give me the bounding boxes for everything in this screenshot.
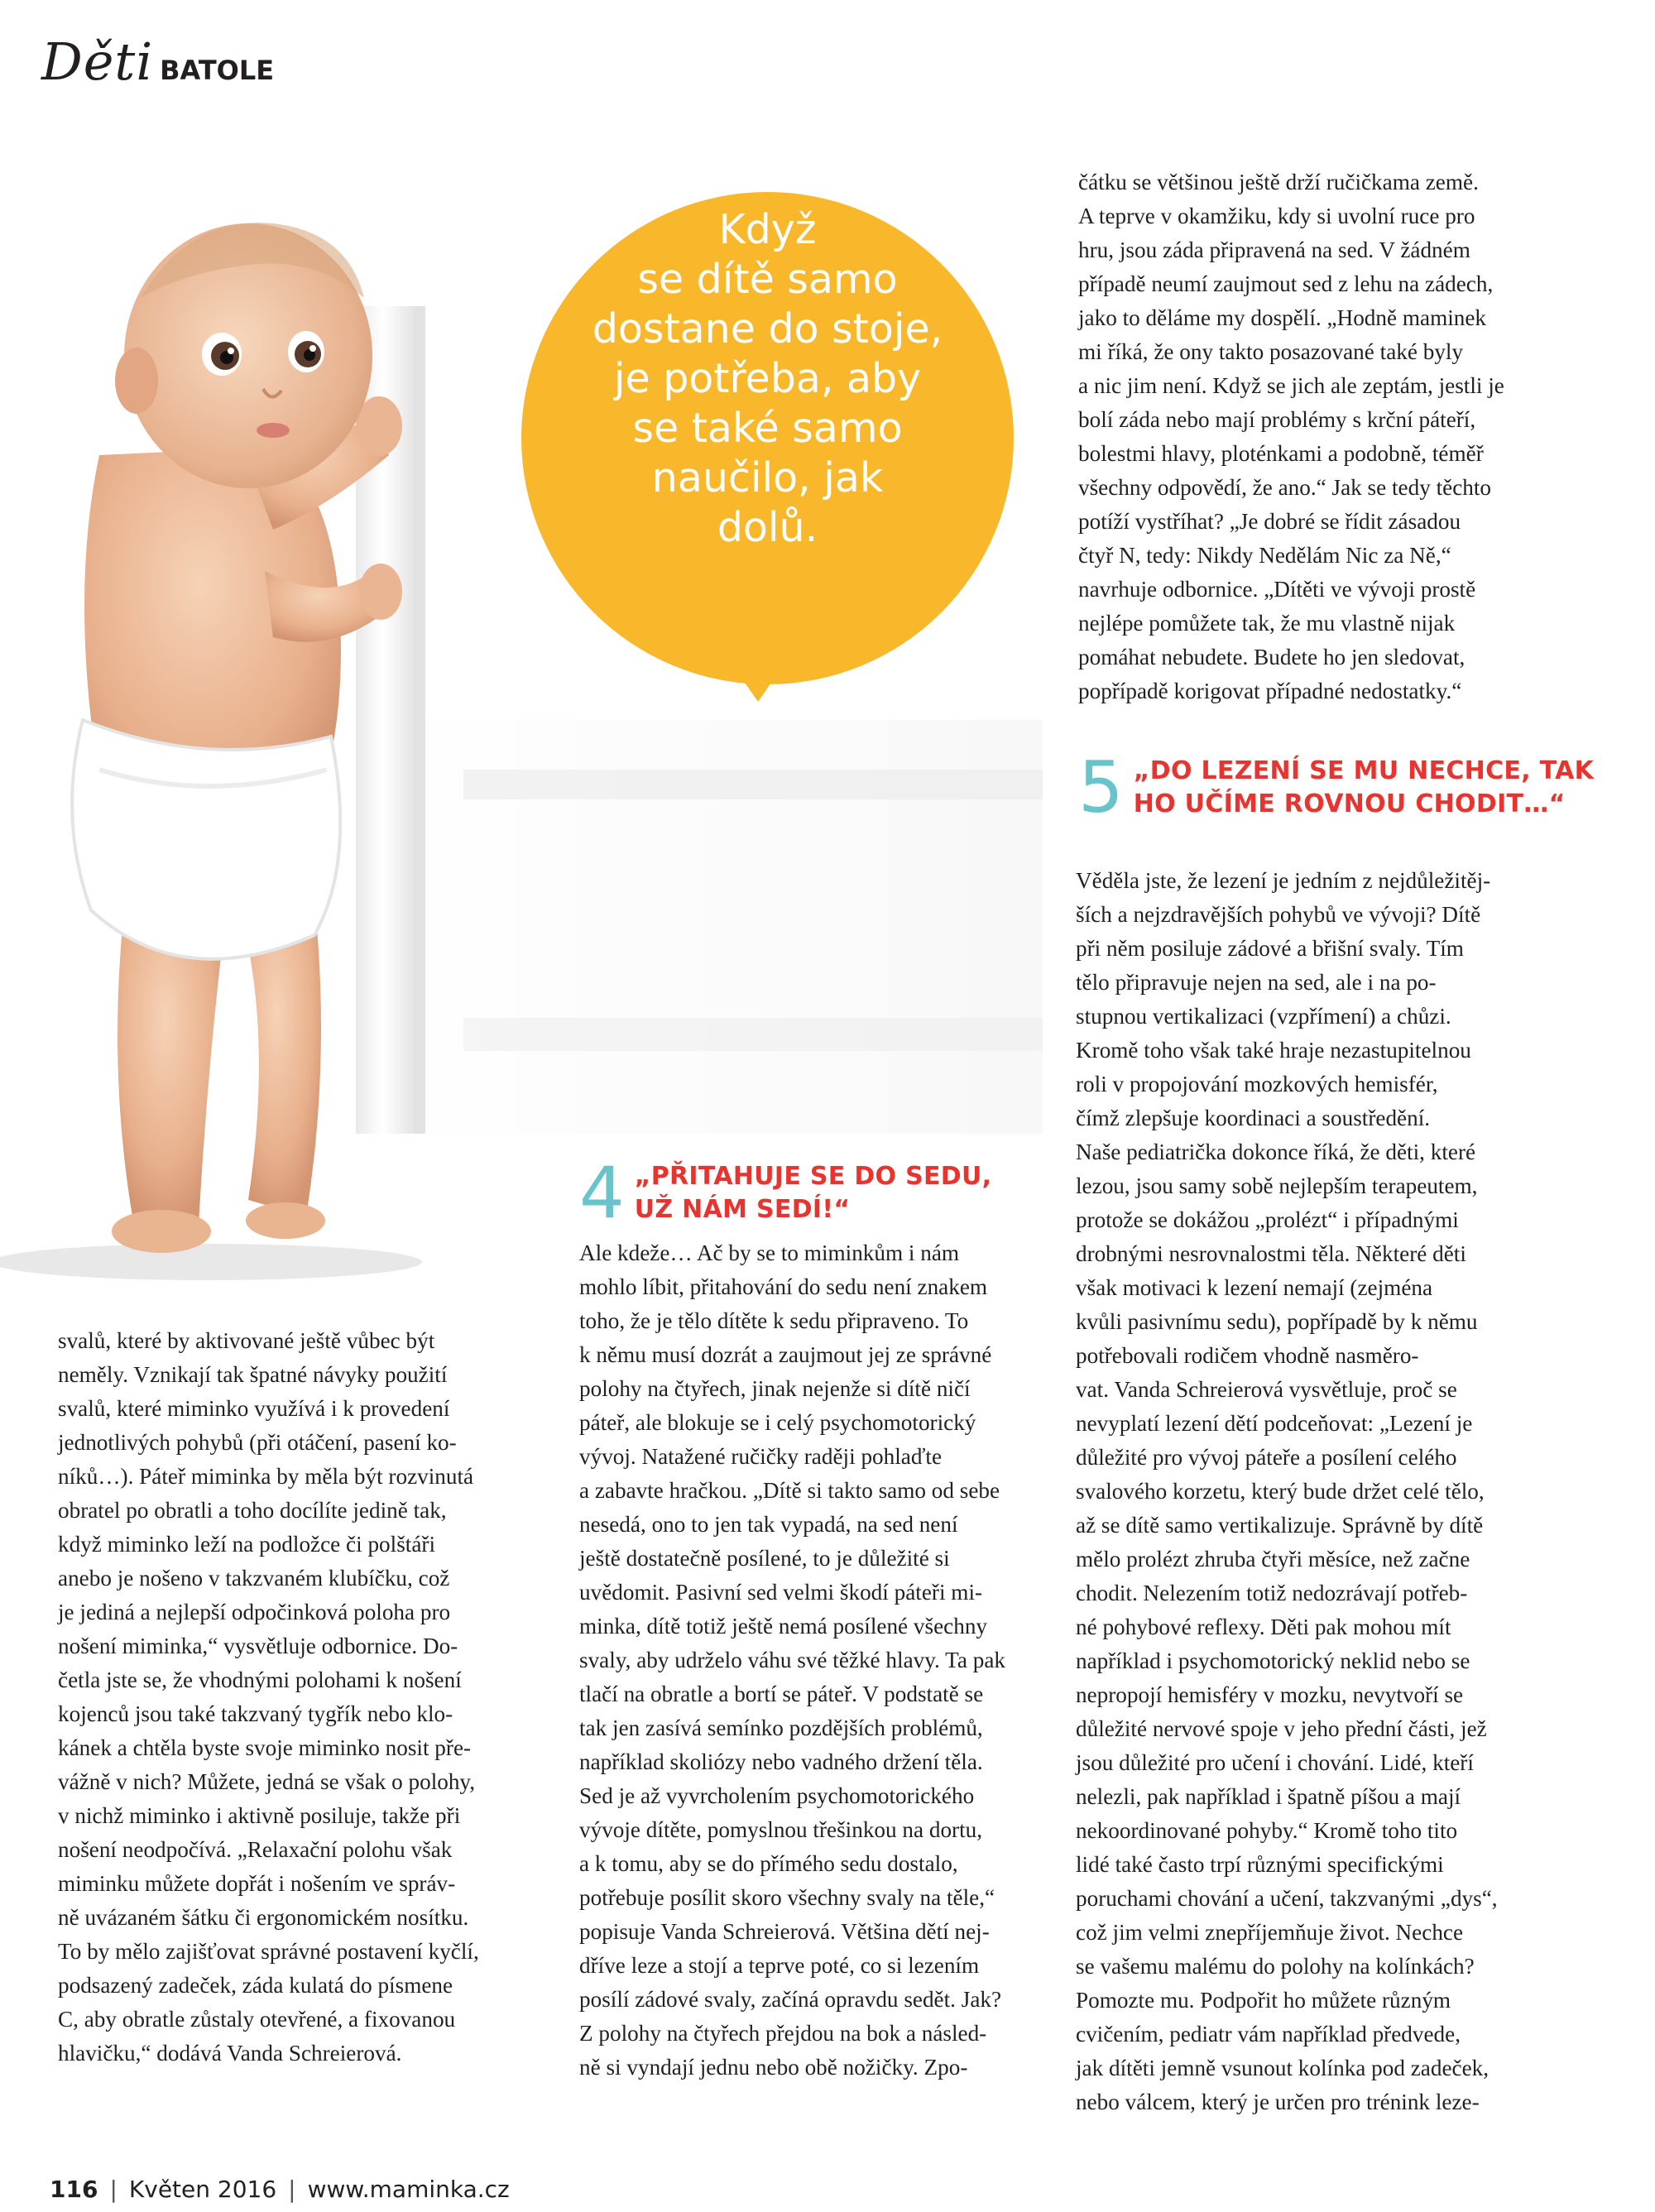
section-number: 5 [1078, 746, 1124, 829]
left-column-text: svalů, které by aktivované ještě vůbec být neměly. Vznikají tak špatné návyky použití svalů, které miminko využívá i k provedení jednotlivých pohybů (při otáčení, pasení ko- níků…). Páteř miminka by měla být rozvinutá obratel po obratli a toho docílíte jedině tak, když miminko leží na podložce či polštáři anebo je nošeno v takzvaném klubíčku, což je jediná a nejlepší odpočinková poloha pro nošení miminka,“ vysvětluje odbornice. Do- četla jste se, že vhodnými polohami k nošení kojenců jsou také takzvaný tygřík nebo klo- kánek a chtěla byste svoje miminko nosit pře- vážně v nich? Můžete, jedná se však o polohy, v nichž miminko i aktivně posiluje, takže při nošení neodpočívá. „Relaxační polohu však miminku můžete dopřát i nošením ve správ- ně uvázaném šátku či ergonomickém nosítku. To by mělo zajišťovat správné postavení kyčlí, podsazený zadeček, záda kulatá do písmene C, aby obratle zůstaly otevřené, a fixovanou hlavičku,“ dodává Vanda Schreierová. [58, 1328, 479, 2066]
section-number: 4 [579, 1152, 625, 1235]
section-title: „PŘITAHUJE SE DO SEDU, UŽ NÁM SEDÍ!“ [634, 1162, 992, 1224]
footer-divider: | [109, 2176, 118, 2203]
section-5-text: Věděla jste, že lezení je jedním z nejdůležitěj- ších a nejzdravějších pohybů ve vývoji? Dítě při něm posiluje zádové a břišní svaly. Tím tělo připravuje nejen na sed, ale i na po- stupnou vertikalizaci (vzpřímení) a chůzi. Kromě toho však také hraje nezastupitelnou roli v propojování mozkových hemisfér, čímž zlepšuje koordinaci a soustředění. Naše pediatrička dokonce říká, že děti, které lezou, jsou samy sobě nejlepším terapeutem, protože se dokážou „prolézt“ i případnými drobnými nesrovnalostmi těla. Některé děti však motivaci k lezení nemají (zejména kvůli pasivnímu sedu), popřípadě by k němu potřebovali rodičem vhodně nasměro- vat. Vanda Schreierová vysvětluje, proč se nevyplatí lezení dětí podceňovat: „Lezení je důležité pro vývoj páteře a posílení celého svalového korzetu, který bude držet celé tělo, až se dítě samo vertikalizuje. Správně by dítě mělo prolézt zhruba čtyři měsíce, než začne chodit. Nelezením totiž nedozrávají potřeb- né pohybové reflexy. Děti pak mohou mít například i psychomotorický neklid nebo se nepropojí hemisféry v mozku, nevytvoří se důležité nervové spoje v jeho přední části, jež jsou důležité pro učení i chování. Lidé, kteří nelezli, pak například i špatně píšou a mají nekoordinované pohyby.“ Kromě toho tito lidé také často trpí různými specifickými poruchami chování a učení, takzvanými „dys“, což jim velmi znepříjemňuje život. Nechce se vašemu malému do polohy na kolínkách? Pomozte mu. Podpořit ho můžete různým cvičením, pediatr vám například předvede, jak dítěti jemně vsunout kolínka pod zadeček, nebo válcem, který je určen pro trénink leze- [1076, 868, 1498, 2114]
section-4-heading [579, 1152, 992, 1235]
section-4-text: Ale kdeže… Ač by se to miminkům i nám mohlo líbit, přitahování do sedu není znakem toho, že je tělo dítěte k sedu připraveno. To k němu musí dozrát a zaujmout jej ze správné polohy na čtyřech, jinak nejenže si dítě ničí páteř, ale blokuje se i celý psychomotorický vývoj. Natažené ručičky raději pohlaďte a zabavte hračkou. „Dítě si takto samo od sebe nesedá, ono to jen tak vypadá, na sed není ještě dostatečně posílené, to je důležité si uvědomit. Pasivní sed velmi škodí páteři mi- minka, dítě totiž ještě nemá posílené všechny svaly, aby udrželo váhu své těžké hlavy. Ta pak tlačí na obratle a bortí se páteř. V podstatě se tak jen zasívá semínko pozdějších problémů, například skoliózy nebo vadného držení těla. Sed je až vyvrcholením psychomotorického vývoje dítěte, pomyslnou třešinkou na dortu, a k tomu, aby se do přímého sedu dostalo, potřebuje posílit skoro všechny svaly na těle,“ popisuje Vanda Schreierová. Většina dětí nej- dříve leze a stojí a teprve poté, co si lezením posílí zádové svaly, začíná opravdu sedět. Jak? Z polohy na čtyřech přejdou na bok a násled- ně si vyndají jednu nebo obě nožičky. Zpo- [579, 1240, 1005, 2080]
website-link[interactable]: www.maminka.cz [307, 2176, 510, 2203]
footer-divider: | [288, 2176, 296, 2203]
right-column-top-text: čátku se většinou ještě drží ručičkama země. A teprve v okamžiku, kdy si uvolní ruce pro hru, jsou záda připravená na sed. V žádném případě neumí zaujmout sed z lehu na zádech, jako to děláme my dospělí. „Hodně maminek mi říká, že ony takto posazované také byly a nic jim není. Když se jich ale zeptám, jestli je bolí záda nebo mají problémy s krční páteří, bolestmi hlavy, ploténkami a podobně, téměř všechny odpovědí, že ano.“ Jak se tedy těchto potíží vystříhat? „Je dobré se řídit zásadou čtyř N, tedy: Nikdy Nedělám Nic za Ně,“ navrhuje odbornice. „Dítěti ve vývoji prostě nejlépe pomůžete tak, že mu vlastně nijak pomáhat nebudete. Budete ho jen sledovat, popřípadě korigovat případné nedostatky.“ [1078, 170, 1504, 703]
page-footer [50, 2176, 510, 2203]
section-title: „DO LEZENÍ SE MU NECHCE, TAK HO UČÍME ROVNOU CHODIT…“ [1133, 756, 1595, 818]
page-number: 116 [50, 2176, 98, 2203]
section-5-heading [1078, 746, 1595, 829]
page-header [41, 31, 274, 92]
quote-bubble-tail [725, 654, 791, 702]
pull-quote: Když se dítě samo dostane do stoje, je potřeba, aby se také samo naučilo, jak dolů. [592, 206, 943, 551]
section-logo: Děti [41, 31, 154, 92]
subsection-label: BATOLE [160, 55, 275, 86]
issue-date: Květen 2016 [128, 2176, 277, 2203]
